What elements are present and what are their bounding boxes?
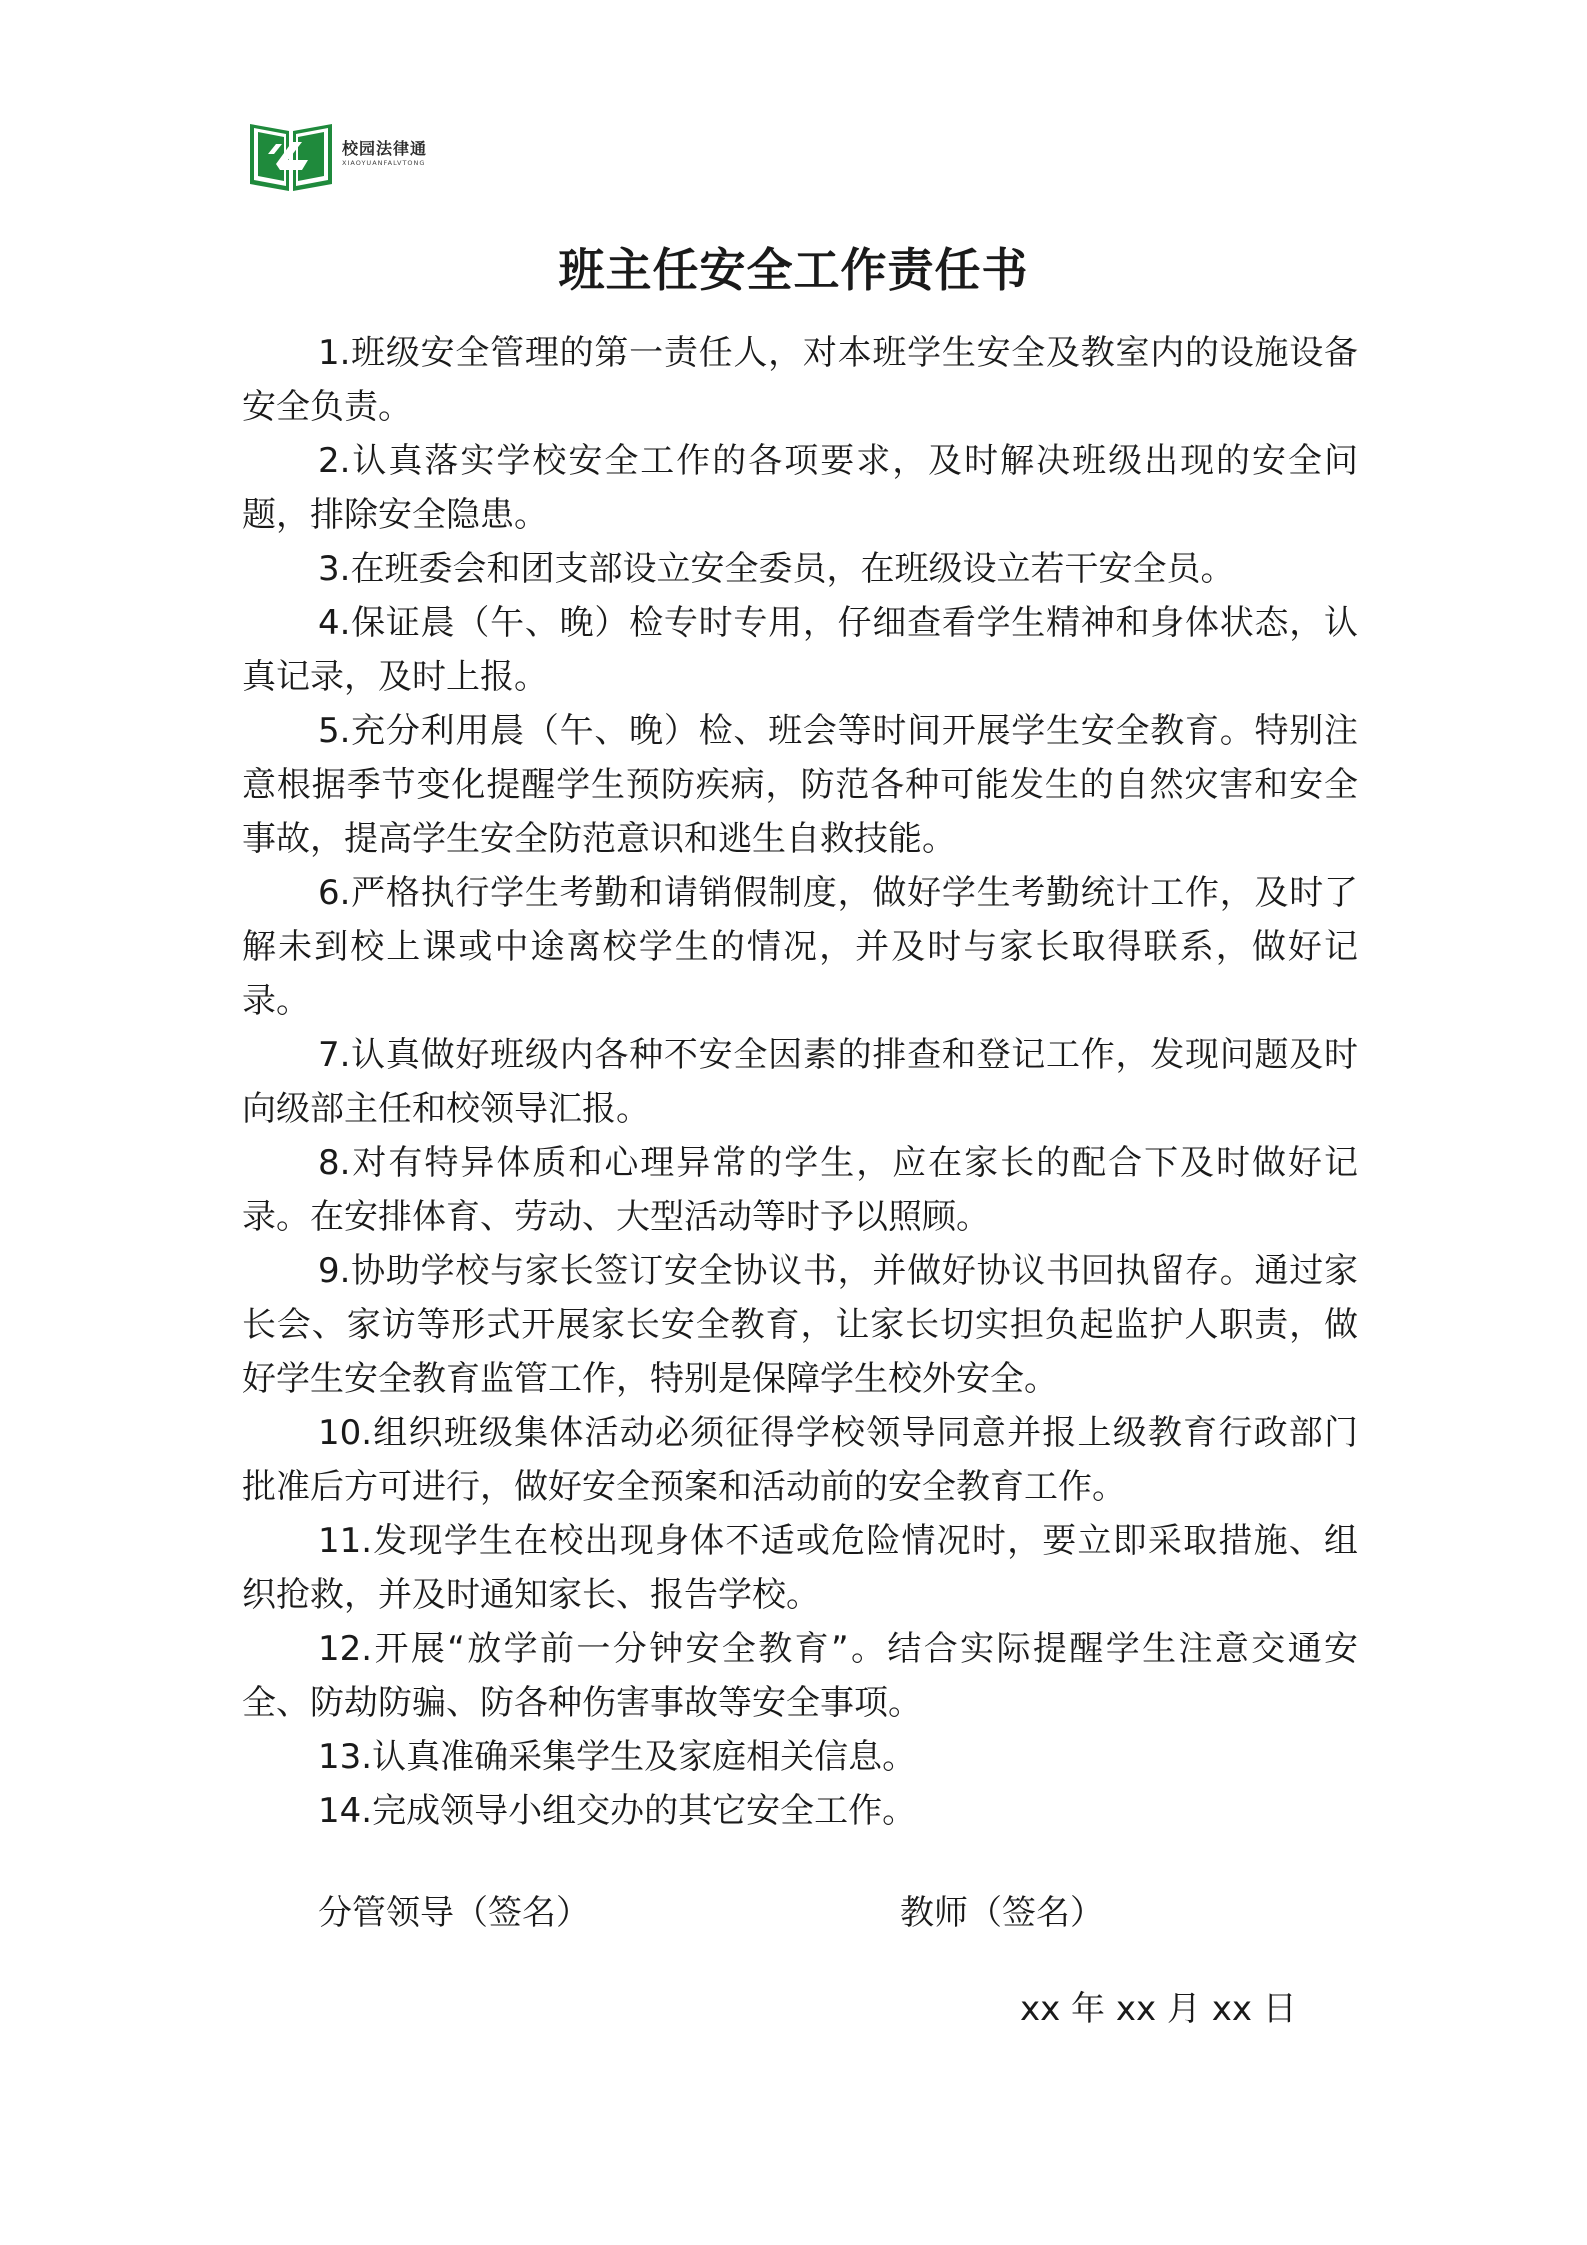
clause-12: 12.开展“放学前一分钟安全教育”。结合实际提醒学生注意交通安全、防劫防骗、防各种伤害事故等安全事项。 xyxy=(242,1629,1358,1723)
date-line: xx 年 xx 月 xx 日 xyxy=(1020,1989,1297,2029)
logo-text xyxy=(342,139,427,168)
supervisor-signature-label: 分管领导（签名） xyxy=(318,1893,590,1933)
clause-4: 4.保证晨（午、晚）检专时专用，仔细查看学生精神和身体状态，认真记录，及时上报。 xyxy=(242,603,1358,697)
clause-8: 8.对有特异体质和心理异常的学生，应在家长的配合下及时做好记录。在安排体育、劳动、大型活动等时予以照顾。 xyxy=(242,1143,1358,1237)
clause-10: 10.组织班级集体活动必须征得学校领导同意并报上级教育行政部门批准后方可进行，做好安全预案和活动前的安全教育工作。 xyxy=(242,1413,1358,1507)
logo-name-cn: 校园法律通 xyxy=(342,138,428,158)
logo-name-en: XIAOYUANFALVTONG xyxy=(342,158,426,167)
teacher-signature-label: 教师（签名） xyxy=(900,1893,1104,1933)
book-logo-icon xyxy=(246,114,336,192)
clause-1: 1.班级安全管理的第一责任人，对本班学生安全及教室内的设施设备安全负责。 xyxy=(242,333,1358,427)
clause-7: 7.认真做好班级内各种不安全因素的排查和登记工作，发现问题及时向级部主任和校领导汇报。 xyxy=(242,1035,1358,1129)
clause-6: 6.严格执行学生考勤和请销假制度，做好学生考勤统计工作，及时了解未到校上课或中途离校学生的情况，并及时与家长取得联系，做好记录。 xyxy=(242,873,1358,1021)
logo xyxy=(246,114,427,192)
clause-9: 9.协助学校与家长签订安全协议书，并做好协议书回执留存。通过家长会、家访等形式开展家长安全教育，让家长切实担负起监护人职责，做好学生安全教育监管工作，特别是保障学生校外安全。 xyxy=(242,1251,1358,1399)
clause-3: 3.在班委会和团支部设立安全委员，在班级设立若干安全员。 xyxy=(318,549,1235,589)
clause-list xyxy=(242,326,1358,1838)
clause-5: 5.充分利用晨（午、晚）检、班会等时间开展学生安全教育。特别注意根据季节变化提醒学生预防疾病，防范各种可能发生的自然灾害和安全事故，提高学生安全防范意识和逃生自救技能。 xyxy=(242,711,1358,859)
clause-11: 11.发现学生在校出现身体不适或危险情况时，要立即采取措施、组织抢救，并及时通知家长、报告学校。 xyxy=(242,1521,1358,1615)
signature-row xyxy=(318,1886,1418,1940)
document-title: 班主任安全工作责任书 xyxy=(558,243,1029,297)
clause-13: 13.认真准确采集学生及家庭相关信息。 xyxy=(318,1737,917,1777)
clause-2: 2.认真落实学校安全工作的各项要求，及时解决班级出现的安全问题，排除安全隐患。 xyxy=(242,441,1358,535)
clause-14: 14.完成领导小组交办的其它安全工作。 xyxy=(318,1791,917,1831)
